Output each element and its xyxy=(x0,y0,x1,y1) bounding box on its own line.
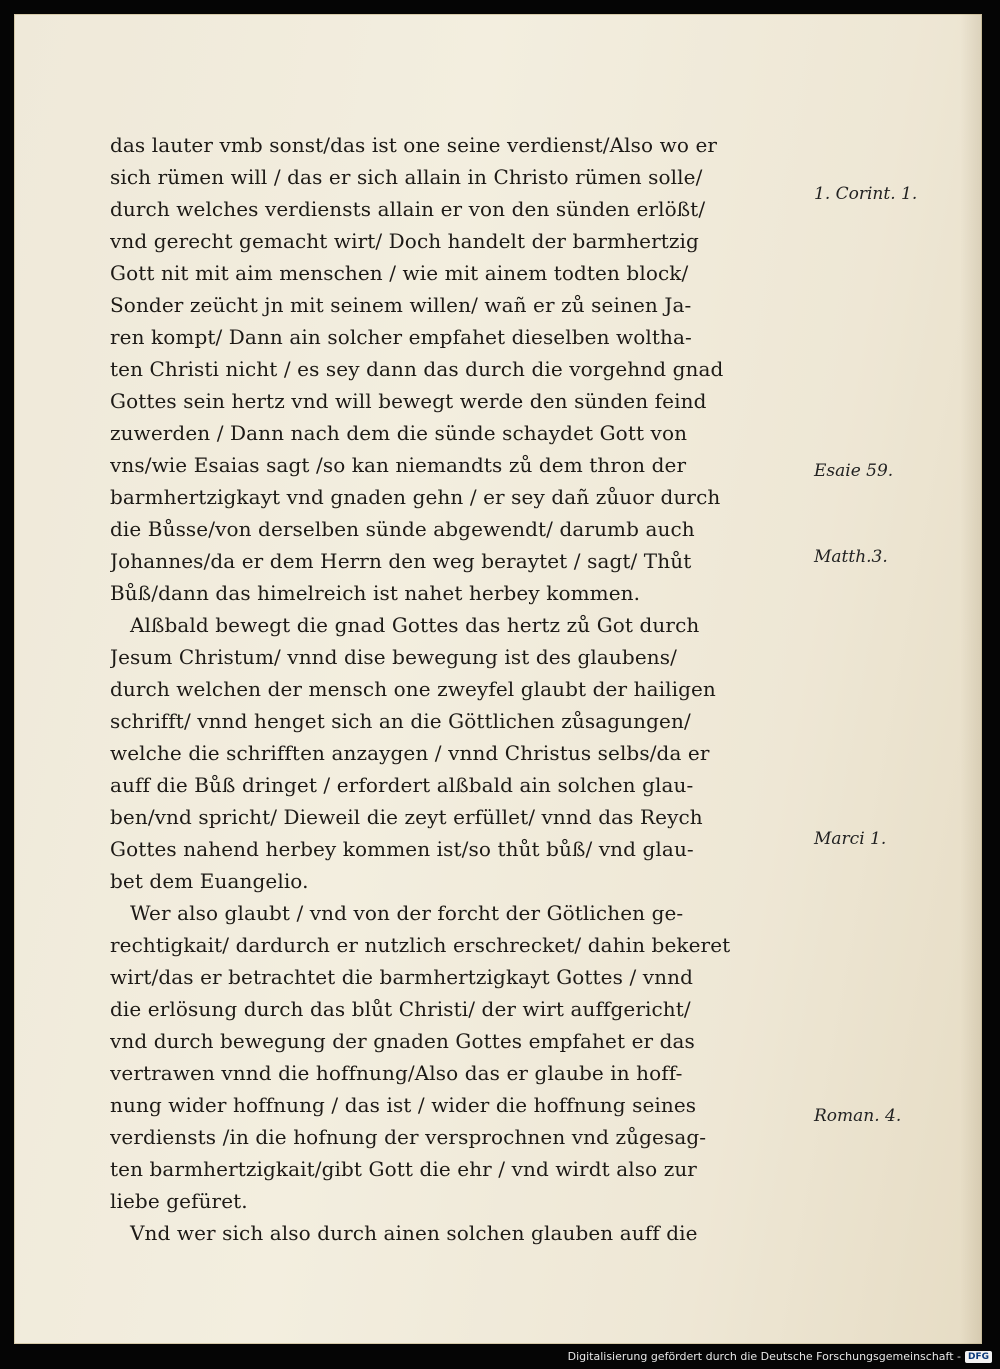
text-line: bet dem Euangelio. xyxy=(110,869,309,893)
text-line: Gottes sein hertz vnd will bewegt werde den sünden feind xyxy=(110,389,707,413)
text-line: ren kompt/ Dann ain solcher empfahet dieselben woltha- xyxy=(110,325,692,349)
text-line: das lauter vmb sonst/das ist one seine verdienst/Also wo er xyxy=(110,133,718,157)
margin-note-corinthians: 1. Corint. 1. xyxy=(814,184,918,204)
text-line: verdiensts /in die hofnung der versprochnen vnd zůgesag- xyxy=(110,1125,707,1149)
text-line: Johannes/da er dem Herrn den weg beraytet / sagt/ Thůt xyxy=(110,549,692,573)
book-page xyxy=(14,14,982,1344)
paragraph-start-line: Alßbald bewegt die gnad Gottes das hertz zů Got durch xyxy=(130,613,700,637)
margin-note-mark: Marci 1. xyxy=(814,829,887,849)
margin-note-romans: Roman. 4. xyxy=(814,1106,902,1126)
margin-note-isaiah: Esaie 59. xyxy=(814,461,894,481)
text-line: Jesum Christum/ vnnd dise bewegung ist des glaubens/ xyxy=(110,645,677,669)
text-line: liebe gefüret. xyxy=(110,1189,248,1213)
text-line: ten barmhertzigkait/gibt Gott die ehr / vnd wirdt also zur xyxy=(110,1157,697,1181)
text-line: rechtigkait/ dardurch er nutzlich erschrecket/ dahin bekeret xyxy=(110,933,731,957)
text-line: Gott nit mit aim menschen / wie mit ainem todten block/ xyxy=(110,261,689,285)
text-line: durch welchen der mensch one zweyfel glaubt der hailigen xyxy=(110,677,716,701)
paragraph-start-line: Wer also glaubt / vnd von der forcht der Götlichen ge- xyxy=(130,901,684,925)
text-line: die Bůsse/von derselben sünde abgewendt/ darumb auch xyxy=(110,517,695,541)
text-line: welche die schrifften anzaygen / vnnd Christus selbs/da er xyxy=(110,741,710,765)
text-line: ten Christi nicht / es sey dann das durch die vorgehnd gnad xyxy=(110,357,724,381)
text-line: Bůß/dann das himelreich ist nahet herbey kommen. xyxy=(110,581,641,605)
credit-text: Digitalisierung gefördert durch die Deutsche Forschungsgemeinschaft - xyxy=(567,1350,961,1363)
text-line: Sonder zeücht jn mit seinem willen/ wañ er zů seinen Ja- xyxy=(110,293,692,317)
text-line: nung wider hoffnung / das ist / wider die hoffnung seines xyxy=(110,1093,697,1117)
text-line: sich rümen will / das er sich allain in Christo rümen solle/ xyxy=(110,165,703,189)
text-line: zuwerden / Dann nach dem die sünde schaydet Gott von xyxy=(110,421,688,445)
body-text xyxy=(110,129,810,1249)
digitization-credit xyxy=(568,1350,992,1363)
text-line: wirt/das er betrachtet die barmhertzigkayt Gottes / vnnd xyxy=(110,965,694,989)
text-line: vns/wie Esaias sagt /so kan niemandts zů dem thron der xyxy=(110,453,687,477)
text-line: Gottes nahend herbey kommen ist/so thůt bůß/ vnd glau- xyxy=(110,837,694,861)
text-line: durch welches verdiensts allain er von den sünden erlößt/ xyxy=(110,197,706,221)
text-line: barmhertzigkayt vnd gnaden gehn / er sey dañ zůuor durch xyxy=(110,485,721,509)
dfg-logo-icon: DFG xyxy=(965,1351,992,1363)
text-line: vnd gerecht gemacht wirt/ Doch handelt der barmhertzig xyxy=(110,229,699,253)
page-edge-shadow xyxy=(960,14,982,1344)
margin-note-matthew: Matth.3. xyxy=(814,547,888,567)
text-line: auff die Bůß dringet / erfordert alßbald ain solchen glau- xyxy=(110,773,694,797)
paragraph-start-line: Vnd wer sich also durch ainen solchen glauben auff die xyxy=(130,1221,698,1245)
text-line: die erlösung durch das blůt Christi/ der wirt auffgericht/ xyxy=(110,997,691,1021)
text-line: vertrawen vnnd die hoffnung/Also das er glaube in hoff- xyxy=(110,1061,683,1085)
text-line: vnd durch bewegung der gnaden Gottes empfahet er das xyxy=(110,1029,695,1053)
text-line: ben/vnd spricht/ Dieweil die zeyt erfüllet/ vnnd das Reych xyxy=(110,805,703,829)
text-line: schrifft/ vnnd henget sich an die Göttlichen zůsagungen/ xyxy=(110,709,691,733)
